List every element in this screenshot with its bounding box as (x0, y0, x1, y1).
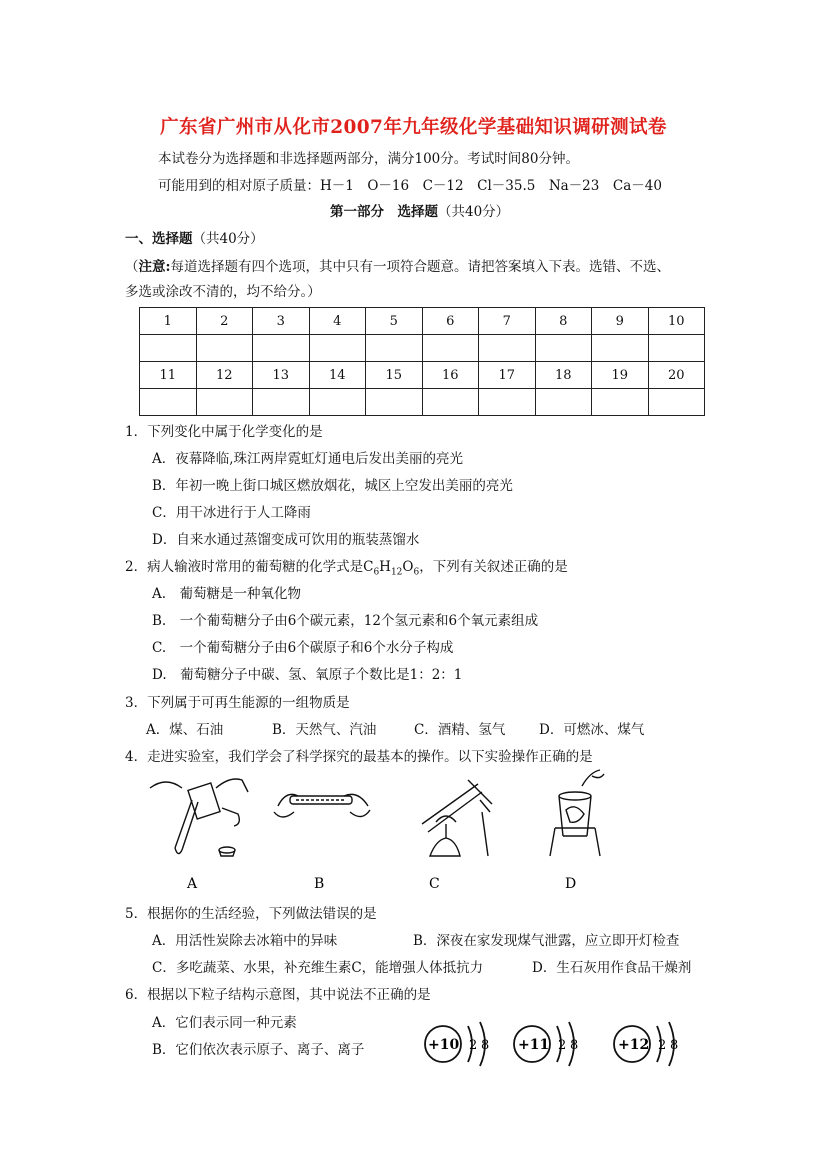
table-row (140, 389, 705, 416)
figure-a-pouring (150, 779, 248, 856)
note-line-2: 多选或涂改不清的，均不给分。） (125, 284, 321, 300)
answer-cell[interactable] (648, 389, 705, 416)
section1-score: （共40分） (192, 231, 264, 247)
particle-3-shell-2: 8 (670, 1038, 679, 1053)
table-cell: 2 (196, 308, 253, 335)
figure-c-heating (422, 780, 492, 856)
table-cell: 8 (535, 308, 592, 335)
q2-stem-pre: 2．病人输液时常用的葡萄糖的化学式是 (125, 559, 364, 575)
q3-option-d: D．可燃冰、煤气 (539, 722, 645, 738)
particle-1-shell-1: 2 (469, 1038, 478, 1053)
answer-cell[interactable] (140, 335, 197, 362)
table-cell: 18 (535, 362, 592, 389)
q5-option-a: A．用活性炭除去冰箱中的异味 (152, 933, 338, 949)
q2-stem-post: ，下列有关叙述正确的是 (419, 559, 568, 575)
table-cell: 3 (253, 308, 310, 335)
table-cell: 14 (309, 362, 366, 389)
answer-cell[interactable] (479, 389, 536, 416)
particle-3-shell-1: 2 (658, 1038, 667, 1053)
particle-2-nucleus: +11 (518, 1037, 550, 1053)
answer-table (139, 307, 705, 416)
atomic-mass-line: 可能用到的相对原子质量：H－1 O－16 C－12 Cl－35.5 Na－23 Ca－40 (158, 178, 662, 194)
formula-sub: 6 (373, 567, 380, 578)
answer-cell[interactable] (253, 389, 310, 416)
answer-cell[interactable] (592, 389, 649, 416)
q2-option-b: B. 一个葡萄糖分子由6个碳元素，12个氢元素和6个氧元素组成 (152, 613, 539, 629)
answer-cell[interactable] (366, 335, 423, 362)
table-cell: 1 (140, 308, 197, 335)
q4-stem: 4．走进实验室，我们学会了科学探究的最基本的操作。以下实验操作正确的是 (125, 749, 593, 765)
note-open: （ (125, 259, 139, 275)
q6-option-b: B．它们依次表示原子、离子、离子 (152, 1042, 365, 1058)
table-row (140, 335, 705, 362)
particle-structure-figure (418, 1012, 688, 1074)
glucose-formula (363, 559, 420, 578)
answer-cell[interactable] (479, 335, 536, 362)
figure-label-d: D (565, 876, 577, 892)
formula-c: C (363, 559, 374, 575)
particle-3-nucleus: +12 (618, 1037, 650, 1053)
part1-header (330, 203, 509, 221)
part1-header-label: 第一部分 选择题 (330, 204, 438, 220)
answer-cell[interactable] (422, 389, 479, 416)
table-cell: 5 (366, 308, 423, 335)
table-cell: 9 (592, 308, 649, 335)
particle-1-shell-2: 8 (481, 1038, 490, 1053)
note-label: 注意: (138, 259, 171, 275)
q1-option-d: D．自来水通过蒸馏变成可饮用的瓶装蒸馏水 (152, 532, 420, 548)
table-cell: 13 (253, 362, 310, 389)
q1-option-a: A．夜幕降临,珠江两岸霓虹灯通电后发出美丽的亮光 (152, 451, 464, 467)
formula-sub: 12 (390, 567, 403, 578)
section1-label: 一、选择题 (125, 231, 193, 247)
formula-sub: 6 (413, 567, 420, 578)
table-cell: 16 (422, 362, 479, 389)
q2-option-c: C. 一个葡萄糖分子由6个碳原子和6个水分子构成 (152, 640, 454, 656)
particle-1-nucleus: +10 (428, 1037, 460, 1053)
q1-stem: 1．下列变化中属于化学变化的是 (125, 424, 323, 440)
q5-option-b: B．深夜在家发现煤气泄露，应立即开灯检查 (413, 933, 680, 949)
table-cell: 17 (479, 362, 536, 389)
q3-option-b: B．天然气、汽油 (272, 722, 377, 738)
q3-option-a: A．煤、石油 (146, 722, 224, 738)
q6-stem: 6．根据以下粒子结构示意图，其中说法不正确的是 (125, 987, 431, 1003)
answer-cell[interactable] (253, 335, 310, 362)
q2-option-d: D. 葡萄糖分子中碳、氢、氧原子个数比是1：2：1 (152, 667, 463, 683)
q3-stem: 3．下列属于可再生能源的一组物质是 (125, 695, 350, 711)
table-cell: 10 (648, 308, 705, 335)
table-cell: 7 (479, 308, 536, 335)
table-cell: 6 (422, 308, 479, 335)
figure-label-c: C (429, 876, 440, 892)
table-cell: 11 (140, 362, 197, 389)
answer-cell[interactable] (592, 335, 649, 362)
answer-cell[interactable] (140, 389, 197, 416)
table-cell: 15 (366, 362, 423, 389)
q3-option-c: C．酒精、氢气 (414, 722, 506, 738)
answer-cell[interactable] (535, 389, 592, 416)
q6-option-a: A．它们表示同一种元素 (152, 1015, 297, 1031)
figure-d-beaker (550, 770, 604, 856)
table-cell: 4 (309, 308, 366, 335)
part1-header-score: （共40分） (438, 204, 510, 220)
section1-heading (125, 230, 264, 248)
answer-cell[interactable] (422, 335, 479, 362)
q5-option-d: D．生石灰用作食品干燥剂 (532, 960, 692, 976)
answer-cell[interactable] (535, 335, 592, 362)
answer-cell[interactable] (196, 335, 253, 362)
lab-operations-figure (130, 766, 610, 896)
particle-2-shell-2: 8 (570, 1038, 579, 1053)
particle-2-shell-1: 2 (558, 1038, 567, 1053)
q5-stem: 5．根据你的生活经验，下列做法错误的是 (125, 906, 377, 922)
exam-intro: 本试卷分为选择题和非选择题两部分，满分100分。考试时间80分钟。 (158, 151, 579, 167)
figure-b-holding (274, 794, 370, 817)
answer-cell[interactable] (648, 335, 705, 362)
table-cell: 12 (196, 362, 253, 389)
table-cell: 19 (592, 362, 649, 389)
table-row (140, 362, 705, 389)
q1-option-b: B．年初一晚上街口城区燃放烟花，城区上空发出美丽的亮光 (152, 478, 513, 494)
q1-option-c: C．用干冰进行于人工降雨 (152, 505, 311, 521)
answer-cell[interactable] (309, 389, 366, 416)
page-title: 广东省广州市从化市2007年九年级化学基础知识调研测试卷 (160, 117, 667, 138)
note-line-1 (125, 258, 670, 276)
figure-label-b: B (314, 876, 325, 892)
answer-cell[interactable] (366, 389, 423, 416)
answer-cell[interactable] (196, 389, 253, 416)
table-cell: 20 (648, 362, 705, 389)
answer-cell[interactable] (309, 335, 366, 362)
q2-option-a: A. 葡萄糖是一种氧化物 (152, 586, 302, 602)
formula-o: O (402, 559, 414, 575)
formula-h: H (379, 559, 391, 575)
figure-label-a: A (187, 876, 198, 892)
q2-stem (125, 558, 568, 582)
note-text-1: 每道选择题有四个选项，其中只有一项符合题意。请把答案填入下表。选错、不选、 (170, 259, 670, 275)
q5-option-c: C．多吃蔬菜、水果，补充维生素C，能增强人体抵抗力 (152, 960, 484, 976)
table-row (140, 308, 705, 335)
